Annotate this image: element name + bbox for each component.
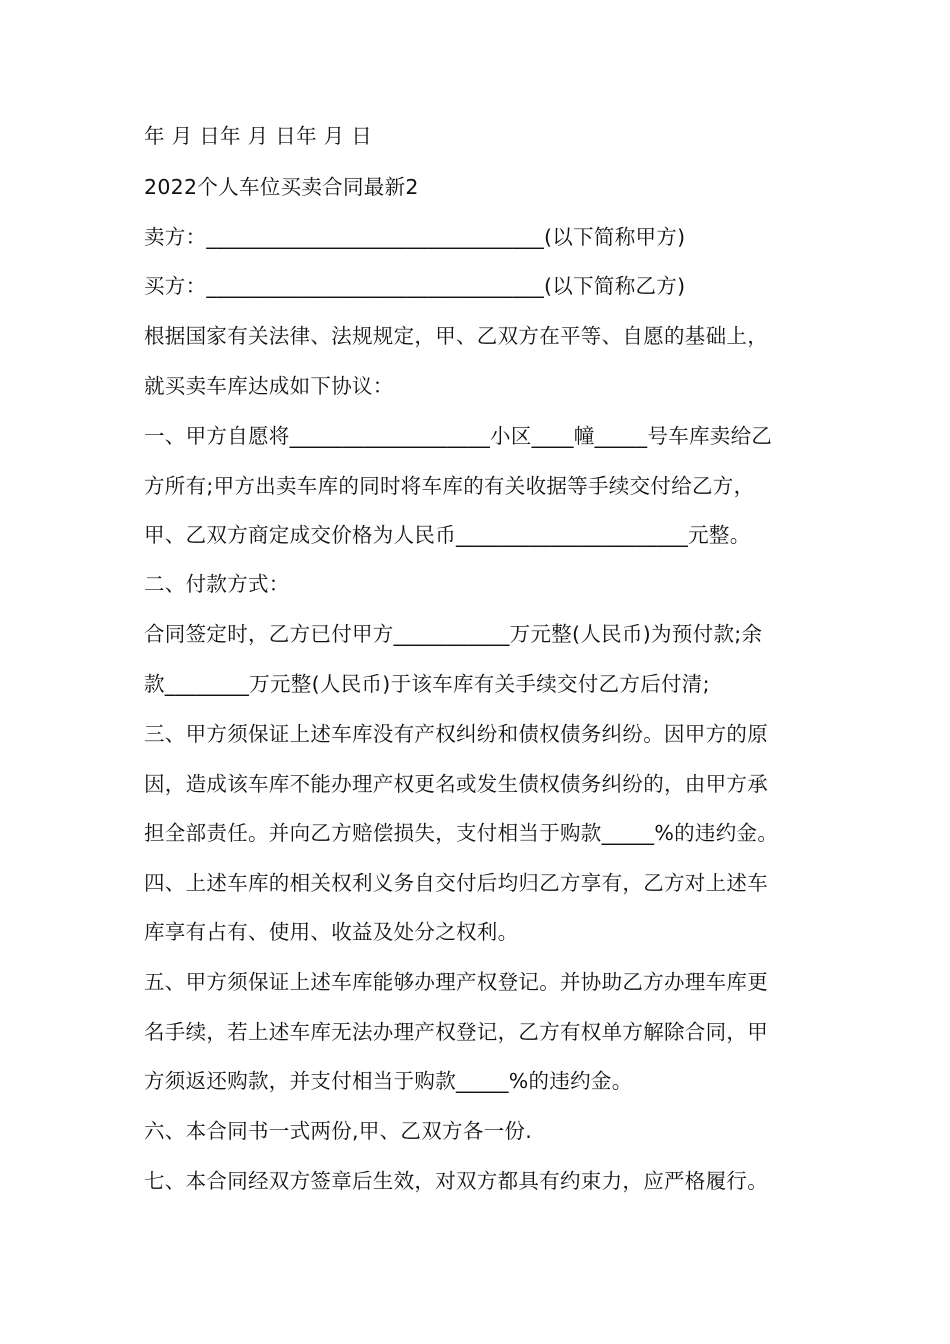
clause-5-line-1: 五、甲方须保证上述车库能够办理产权登记。并协助乙方办理车库更 [144, 970, 768, 994]
preamble-line-1: 根据国家有关法律、法规规定，甲、乙双方在平等、自愿的基础上， [144, 324, 768, 348]
clause-3-line-1: 三、甲方须保证上述车库没有产权纠纷和债权债务纠纷。因甲方的原 [144, 722, 768, 746]
clause-3-line-2: 因，造成该车库不能办理产权更名或发生债权债务纠纷的，由甲方承 [144, 772, 768, 796]
clause-4-line-2: 库享有占有、使用、收益及处分之权利。 [144, 920, 519, 944]
clause-3-line-3: 担全部责任。并向乙方赔偿损失，支付相当于购款_____%的违约金。 [144, 821, 779, 845]
clause-2-line-2: 款________万元整(人民币)于该车库有关手续交付乙方后付清; [144, 672, 710, 696]
seller-line: 卖方：________________________________(以下简称甲方) [144, 225, 686, 249]
clause-2-heading: 二、付款方式： [144, 572, 290, 596]
buyer-line: 买方：________________________________(以下简称乙方) [144, 274, 686, 298]
clause-5-line-2: 名手续，若上述车库无法办理产权登记，乙方有权单方解除合同，甲 [144, 1020, 768, 1044]
clause-2-line-1: 合同签定时，乙方已付甲方___________万元整(人民币)为预付款;余 [144, 622, 763, 646]
document-title: 2022个人车位买卖合同最新2 [144, 175, 419, 199]
preamble-line-2: 就买卖车库达成如下协议： [144, 374, 394, 398]
clause-1-line-1: 一、甲方自愿将___________________小区____幢_____号车库卖给乙 [144, 424, 773, 448]
clause-5-line-3: 方须返还购款，并支付相当于购款_____%的违约金。 [144, 1069, 633, 1093]
clause-4-line-1: 四、上述车库的相关权利义务自交付后均归乙方享有，乙方对上述车 [144, 871, 768, 895]
clause-7-line: 七、本合同经双方签章后生效，对双方都具有约束力，应严格履行。 [144, 1169, 768, 1193]
clause-1-line-3: 甲、乙双方商定成交价格为人民币______________________元整。 [144, 523, 751, 547]
clause-6-line: 六、本合同书一式两份,甲、乙双方各一份. [144, 1119, 533, 1143]
date-line: 年 月 日年 月 日年 月 日 [144, 124, 373, 148]
clause-1-line-2: 方所有;甲方出卖车库的同时将车库的有关收据等手续交付给乙方， [144, 474, 755, 498]
